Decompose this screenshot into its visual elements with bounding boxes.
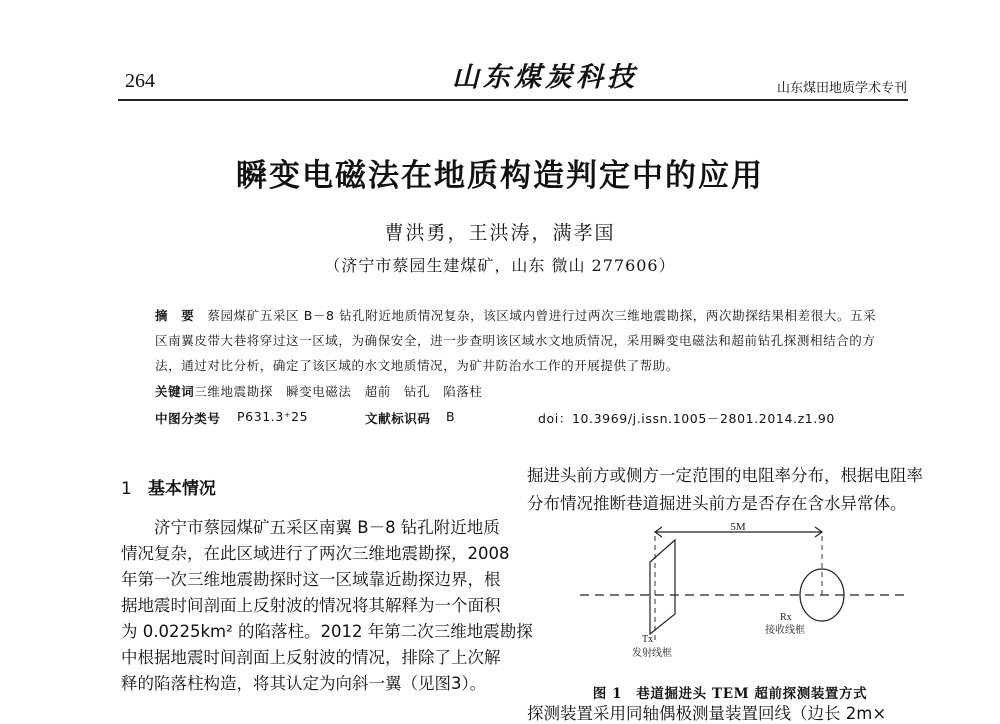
body-line: 掘进头前方或侧方一定范围的电阻率分布，根据电阻率 — [527, 466, 923, 485]
journal-logo: 山东煤炭科技 — [452, 62, 638, 93]
rx-desc: 接收线框 — [765, 625, 805, 636]
tem-device-diagram — [580, 522, 920, 672]
article-title: 瞬变电磁法在地质构造判定中的应用 — [236, 158, 764, 194]
keywords-line — [155, 382, 483, 400]
body-line: 分布情况推断巷道掘进头前方是否存在含水异常体。 — [527, 494, 907, 513]
keywords-label: 关键词 — [155, 384, 195, 399]
special-issue-label: 山东煤田地质学术专刊 — [776, 81, 907, 96]
abstract-line: 法，通过对比分析，确定了该区域的水文地质情况，为矿井防治水工作的开展提供了帮助。 — [155, 358, 680, 373]
doi: doi：10.3969/j.issn.1005－2801.2014.z1.90 — [538, 411, 835, 426]
body-line: 济宁市蔡园煤矿五采区南翼 B－8 钻孔附近地质 — [154, 518, 500, 537]
transmitter-loop — [650, 540, 675, 634]
abstract-line: 区南翼皮带大巷将穿过这一区域，为确保安全，进一步查明该区域水文地质情况，采用瞬变电磁法和超前钻孔探测相结合的方 — [155, 333, 876, 348]
header-rule — [118, 99, 908, 101]
author-affiliation: （济宁市蔡园生建煤矿，山东 微山 277606） — [324, 256, 676, 275]
tx-label: Tx — [642, 634, 654, 645]
page-number: 264 — [125, 70, 155, 92]
body-line: 情况复杂，在此区域进行了两次三维地震勘探，2008 — [121, 544, 510, 563]
classification-value: P631.3⁺25 — [237, 409, 309, 424]
abstract-label: 摘 要 — [155, 308, 195, 323]
rx-label: Rx — [780, 612, 792, 623]
section-title: 基本情况 — [147, 479, 216, 499]
figure-caption: 图 1 巷道掘进头 TEM 超前探测装置方式 — [592, 686, 868, 702]
keywords-value: 三维地震勘探 瞬变电磁法 超前 钻孔 陷落柱 — [194, 384, 483, 399]
body-line: 中根据地震时间剖面上反射波的情况，排除了上次解 — [121, 648, 501, 667]
classification-label: 中图分类号 — [155, 411, 221, 426]
body-line: 探测装置采用同轴偶极测量装置回线（边长 2m× — [527, 704, 887, 723]
body-line: 为 0.0225km² 的陷落柱。2012 年第二次三维地震勘探 — [121, 622, 533, 641]
body-line: 据地震时间剖面上反射波的情况将其解释为一个面积 — [121, 596, 501, 615]
body-line: 释的陷落柱构造，将其认定为向斜一翼（见图3）。 — [121, 674, 487, 693]
document-code-value: B — [446, 409, 456, 424]
body-line: 年第一次三维地震勘探时这一区域靠近勘探边界，根 — [121, 570, 501, 589]
section-number: 1 — [121, 479, 132, 499]
abstract-text: 蔡园煤矿五采区 B－8 钻孔附近地质情况复杂，该区域内曾进行过两次三维地震勘探，两次勘探结果相差很大。五采 — [207, 308, 877, 323]
distance-label: 5M — [730, 522, 746, 533]
tx-desc: 发射线框 — [632, 648, 672, 659]
abstract-line — [155, 306, 876, 324]
section-heading — [121, 474, 216, 499]
article-authors: 曹洪勇，王洪涛，满孝国 — [384, 222, 616, 244]
document-code-label: 文献标识码 — [365, 411, 431, 426]
